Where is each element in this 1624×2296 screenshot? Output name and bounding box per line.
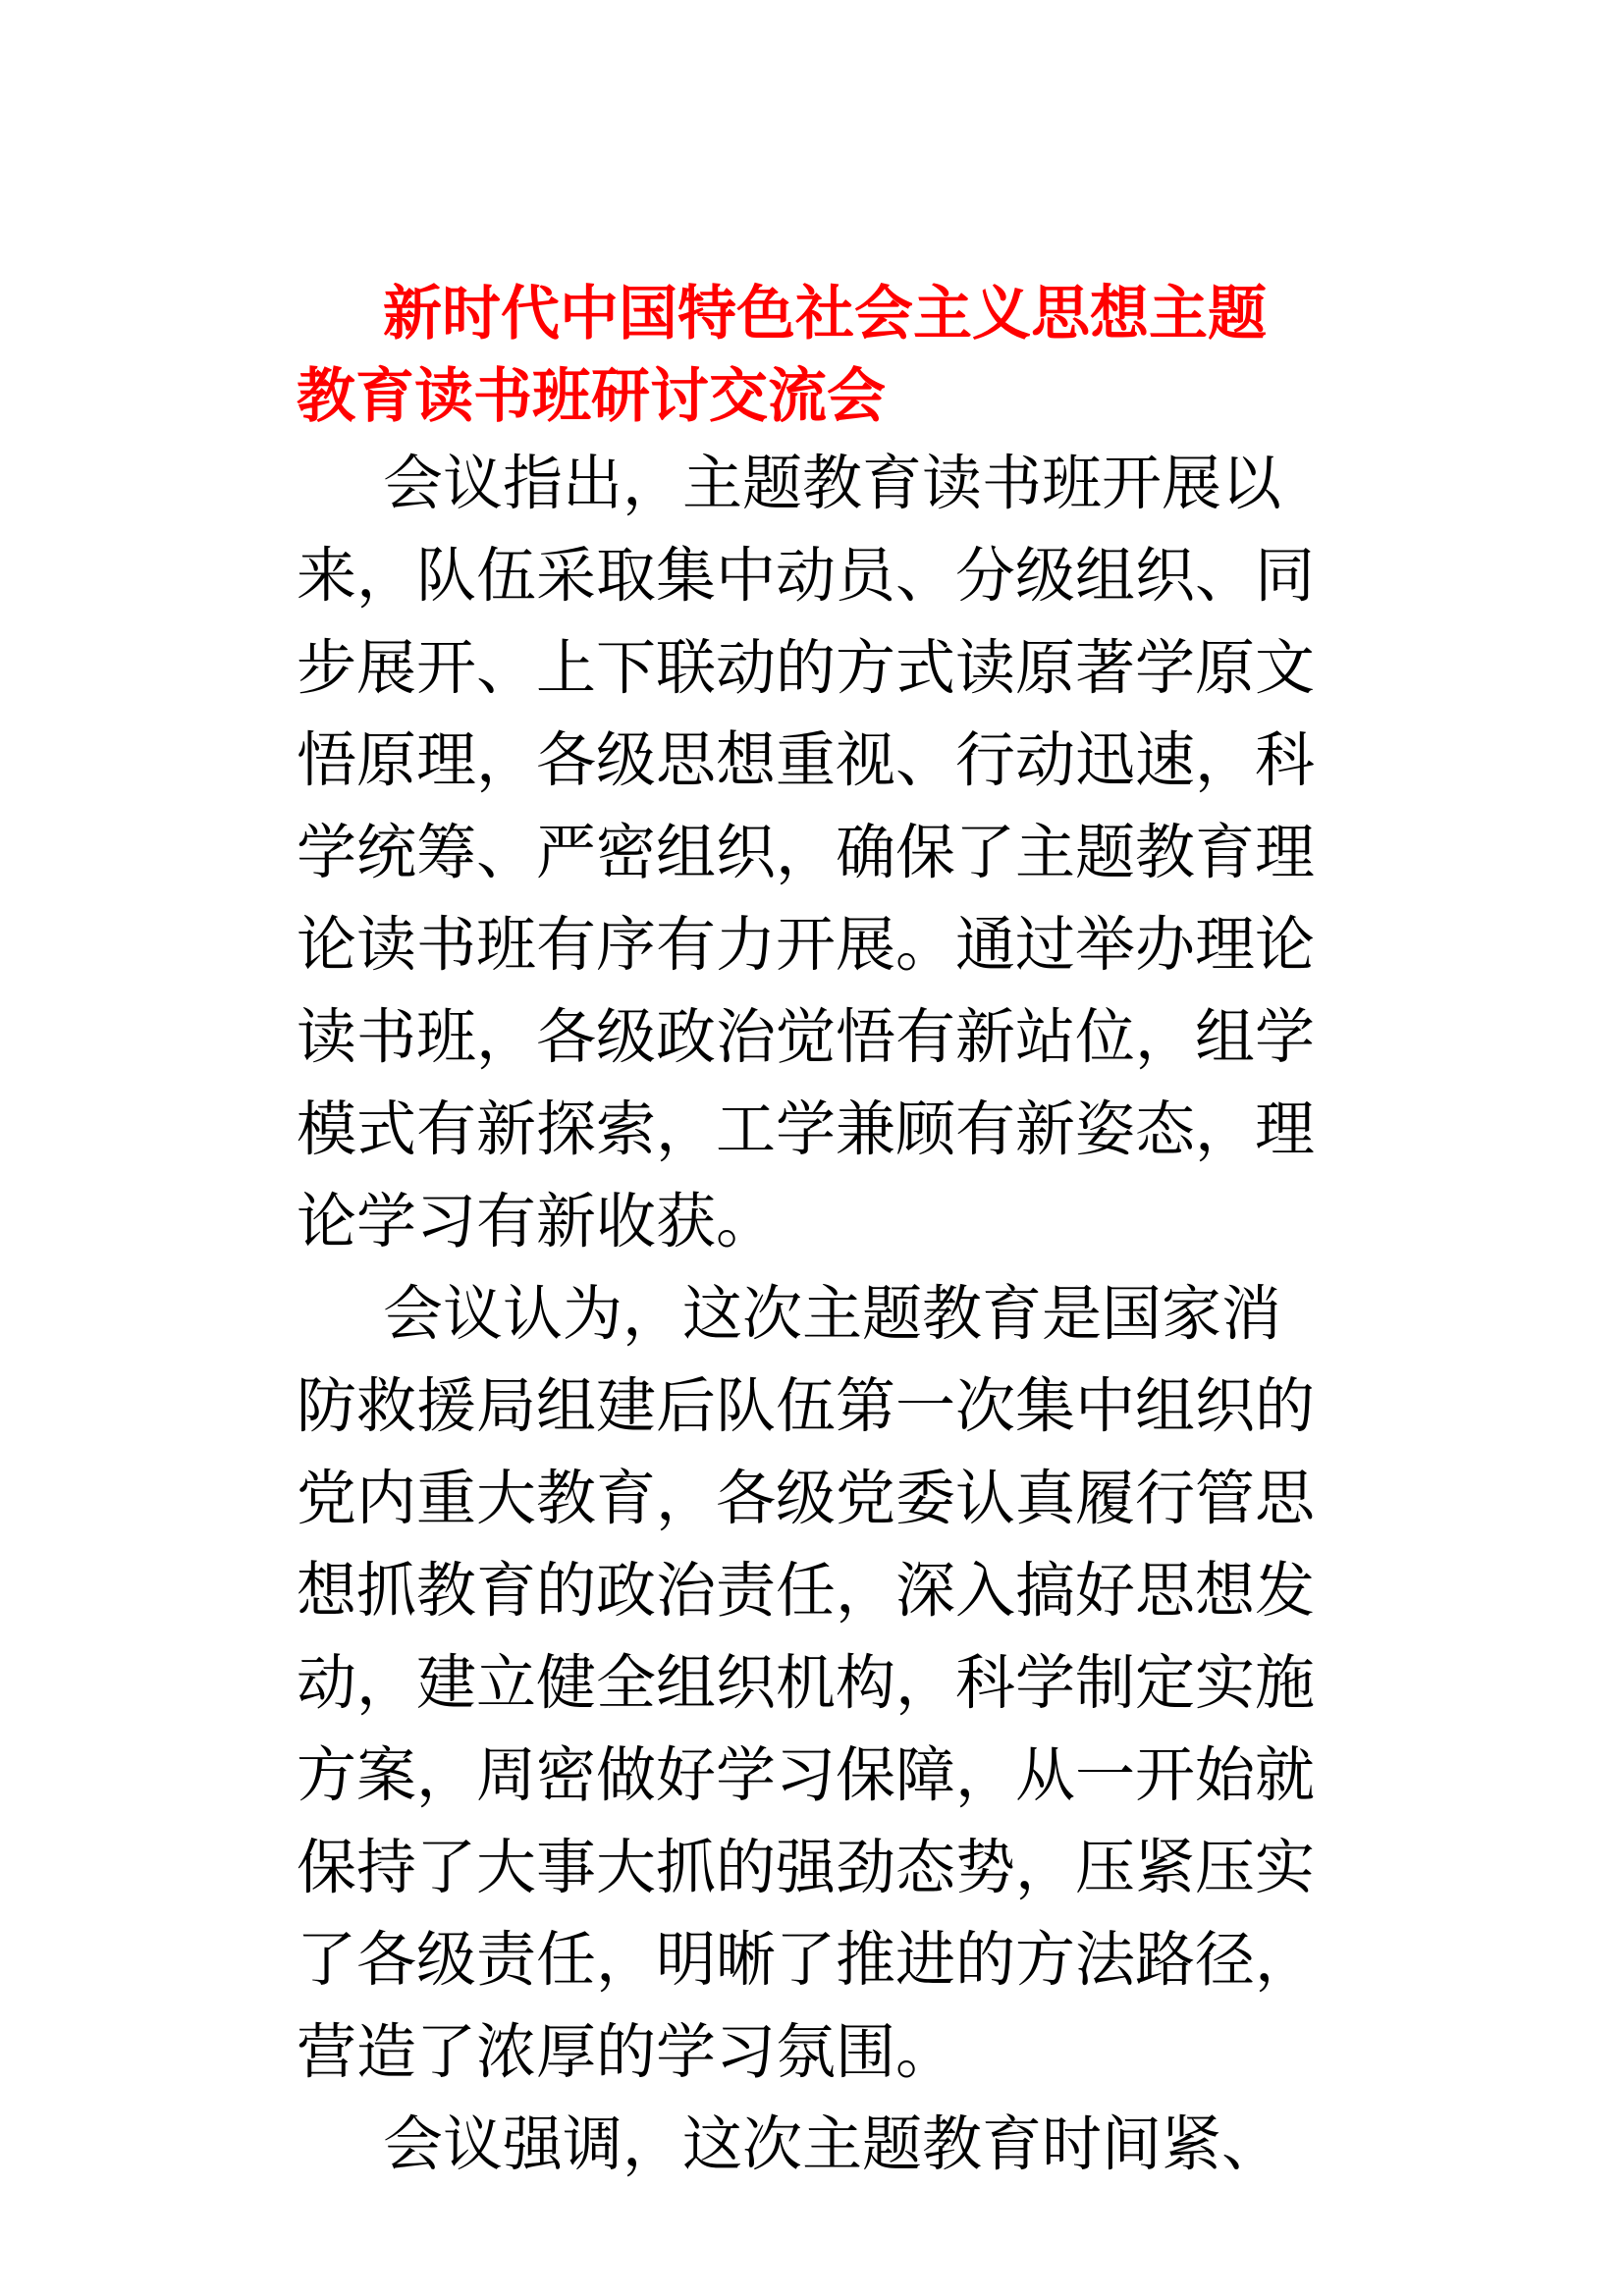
paragraph-line: 了各级责任，明晰了推进的方法路径，	[297, 1925, 1316, 1995]
paragraph-line: 防救援局组建后队伍第一次集中组织的	[297, 1371, 1316, 1441]
paragraph-line: 模式有新探索，工学兼顾有新姿态，理	[297, 1095, 1316, 1164]
paragraph-line: 来，队伍采取集中动员、分级组织、同	[297, 541, 1316, 611]
paragraph-line: 动，建立健全组织机构，科学制定实施	[297, 1648, 1316, 1718]
paragraph-line: 论读书班有序有力开展。通过举办理论	[297, 910, 1316, 980]
paragraph-2	[297, 1268, 1331, 2099]
paragraph-3	[297, 2099, 1331, 2191]
paragraph-line: 步展开、上下联动的方式读原著学原文	[297, 633, 1316, 703]
paragraph-line: 党内重大教育，各级党委认真履行管思	[297, 1464, 1316, 1533]
document-title-line-2: 教育读书班研讨交流会	[297, 362, 886, 431]
paragraph-line: 会议认为，这次主题教育是国家消	[383, 1279, 1282, 1349]
paragraph-line: 保持了大事大抓的强劲态势，压紧压实	[297, 1833, 1316, 1902]
paragraph-1	[297, 438, 1331, 1268]
paragraph-line: 方案，周密做好学习保障，从一开始就	[297, 1740, 1316, 1810]
paragraph-line: 读书班，各级政治觉悟有新站位，组学	[297, 1002, 1316, 1072]
paragraph-line: 想抓教育的政治责任，深入搞好思想发	[297, 1556, 1316, 1626]
paragraph-line: 会议强调，这次主题教育时间紧、	[383, 2109, 1282, 2179]
document-title-line-1: 新时代中国特色社会主义思想主题	[383, 280, 1267, 348]
paragraph-line: 学统筹、严密组织，确保了主题教育理	[297, 818, 1316, 887]
paragraph-line: 营造了浓厚的学习氛围。	[297, 2017, 956, 2087]
paragraph-line: 悟原理，各级思想重视、行动迅速，科	[297, 725, 1316, 795]
paragraph-line: 论学习有新收获。	[297, 1187, 777, 1256]
document-content	[297, 273, 1331, 2191]
paragraph-line: 会议指出，主题教育读书班开展以	[383, 449, 1282, 518]
